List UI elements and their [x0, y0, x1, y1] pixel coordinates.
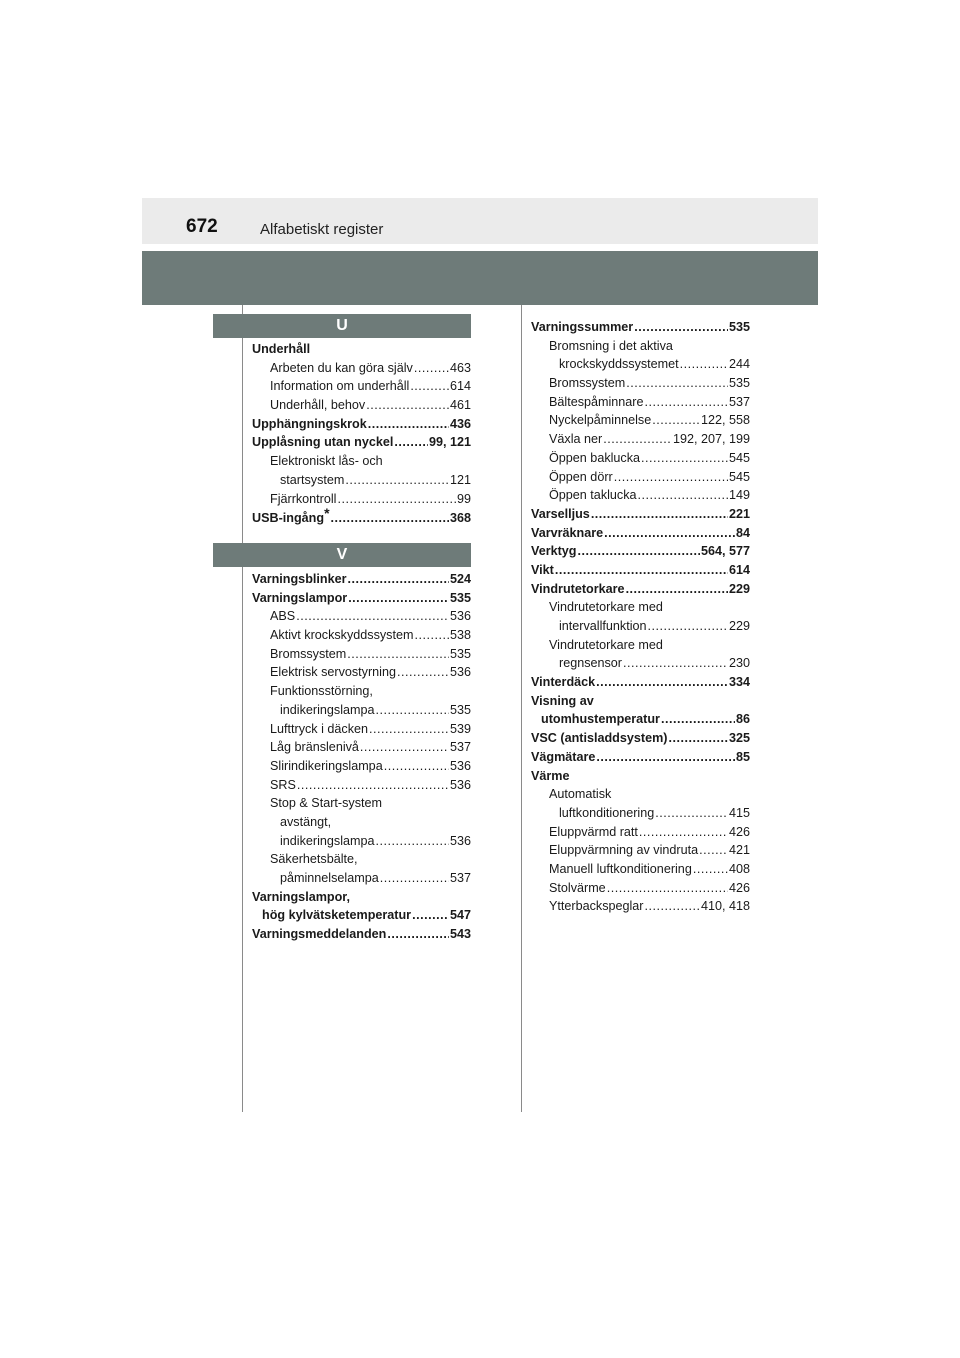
index-entry-term: Nyckelpåminnelse: [549, 413, 652, 428]
dot-leader: [410, 377, 449, 396]
index-entry-page: 536: [449, 758, 471, 773]
index-entry: [252, 589, 471, 608]
dot-leader: [384, 757, 449, 776]
dot-leader: [331, 509, 449, 527]
index-entry-term: Vindrutetorkare: [531, 581, 625, 596]
header-band: [142, 198, 818, 244]
dot-leader: [360, 738, 449, 757]
dot-leader: [368, 415, 449, 434]
index-entry-term: Stop & Start-system: [270, 796, 382, 811]
dot-leader: [607, 879, 728, 898]
index-entry-term: hög kylvätsketemperatur: [262, 908, 412, 923]
index-entry-term: Upplåsning utan nyckel: [252, 435, 394, 450]
index-entry: [531, 411, 750, 430]
index-entry-page: 535: [449, 702, 471, 717]
index-entry-page: 192, 207, 199: [672, 432, 750, 447]
index-entry: [252, 626, 471, 645]
dot-leader: [638, 486, 728, 505]
index-entry-term: Varningsmeddelanden: [252, 927, 387, 942]
index-entry-term: Elektroniskt lås- och: [270, 454, 383, 469]
footnote-star: *: [324, 508, 330, 522]
dot-leader: [699, 841, 728, 860]
index-entry-term: Automatisk: [549, 787, 612, 802]
index-entry: [531, 767, 750, 786]
dot-leader: [648, 617, 728, 636]
dot-leader: [414, 626, 449, 645]
index-entry-page: 84: [735, 525, 750, 540]
index-entry-page: 436: [449, 416, 471, 431]
index-entry-term: Stolvärme: [549, 880, 606, 895]
index-entry-page: 543: [449, 927, 471, 942]
dot-leader: [604, 524, 735, 543]
index-entry-page: 334: [728, 675, 750, 690]
index-entry: [531, 598, 750, 617]
index-entry-term: Lufttryck i däcken: [270, 721, 368, 736]
index-entry: [531, 860, 750, 879]
index-entry-term: Manuell luftkonditionering: [549, 861, 692, 876]
index-entry-term: intervallfunktion: [559, 619, 647, 633]
index-entry-term: Underhåll, behov: [270, 398, 366, 413]
index-entry: [531, 823, 750, 842]
dot-leader: [641, 449, 728, 468]
index-entry: [252, 682, 471, 701]
dot-leader: [645, 393, 728, 412]
index-entry: [531, 841, 750, 860]
index-entry-term: Växla ner: [549, 432, 603, 447]
index-entry: [531, 897, 750, 916]
dot-leader: [623, 654, 728, 673]
index-entry-term: Varvräknare: [531, 525, 604, 540]
index-entry: [252, 925, 471, 944]
dot-leader: [347, 570, 449, 589]
dot-leader: [414, 359, 449, 378]
left-column-rule: [242, 305, 243, 1112]
dot-leader: [555, 561, 728, 580]
dot-leader: [596, 673, 728, 692]
index-entry-page: 461: [449, 398, 471, 413]
index-entry-term: Underhåll: [252, 342, 311, 356]
index-entry-term: indikeringslampa: [280, 702, 375, 717]
dot-leader: [603, 430, 672, 449]
index-entry-page: 537: [449, 871, 471, 885]
index-entry-term: Ytterbackspeglar: [549, 899, 644, 914]
dot-leader: [345, 471, 449, 490]
index-entry-page: 426: [728, 824, 750, 839]
index-entry-page: 536: [449, 609, 471, 624]
index-entry: [252, 776, 471, 795]
index-entry-page: 538: [449, 628, 471, 643]
index-list-v: [252, 570, 471, 944]
index-entry-page: 368: [449, 511, 471, 526]
index-entry: [252, 888, 471, 907]
index-entry-page: 426: [728, 880, 750, 895]
index-entry: [531, 804, 750, 823]
index-entry-term: Visning av: [531, 693, 594, 708]
index-entry-page: 536: [449, 833, 471, 848]
index-entry: [252, 359, 471, 378]
index-entry: [252, 377, 471, 396]
index-entry-page: 536: [449, 777, 471, 792]
dot-leader: [297, 776, 449, 795]
index-entry-page: 149: [728, 488, 750, 503]
index-entry-term: Varningsblinker: [252, 572, 347, 586]
index-entry: [252, 850, 471, 869]
index-entry: [252, 490, 471, 509]
index-entry-term: SRS: [270, 777, 296, 792]
index-entry-page: 614: [728, 562, 750, 577]
index-entry: [252, 663, 471, 682]
index-entry: [531, 617, 750, 636]
index-entry-term: Arbeten du kan göra själv: [270, 360, 413, 375]
index-list-right: [531, 318, 750, 916]
index-entry: [252, 471, 471, 490]
index-entry-term: Öppen taklucka: [549, 488, 637, 503]
page-title: Alfabetiskt register: [260, 221, 384, 238]
index-entry: [252, 832, 471, 851]
index-entry-term: Funktionsstörning,: [270, 684, 373, 699]
dot-leader: [387, 925, 449, 944]
index-entry-page: 614: [449, 379, 471, 394]
dot-leader: [376, 832, 449, 851]
letter-heading-v: V: [213, 543, 471, 567]
index-entry-page: 463: [449, 360, 471, 375]
dot-leader: [348, 589, 449, 608]
dot-leader: [634, 318, 728, 337]
index-entry-page: 524: [449, 572, 471, 586]
dot-leader: [394, 433, 428, 452]
index-entry: [252, 906, 471, 925]
index-entry: [531, 468, 750, 487]
index-entry: [252, 757, 471, 776]
dot-leader: [596, 748, 735, 767]
header-dark-band: [142, 251, 818, 305]
index-entry: [531, 542, 750, 561]
index-entry-term: krockskyddssystemet: [559, 357, 679, 372]
index-entry-term: Fjärrkontroll: [270, 491, 337, 506]
index-entry-term: Elektrisk servostyrning: [270, 665, 396, 680]
index-entry-page: 121: [449, 472, 471, 487]
index-entry-page: 244: [728, 357, 750, 372]
index-entry-page: 85: [735, 749, 750, 764]
index-entry: [252, 701, 471, 720]
dot-leader: [668, 729, 728, 748]
page-number: 672: [186, 216, 218, 237]
dot-leader: [680, 355, 728, 374]
index-entry: [252, 794, 471, 813]
dot-leader: [347, 645, 449, 664]
dot-leader: [652, 411, 700, 430]
dot-leader: [655, 804, 728, 823]
index-entry-page: 535: [449, 646, 471, 661]
dot-leader: [380, 869, 449, 888]
dot-leader: [661, 710, 735, 729]
index-entry-term: påminnelselampa: [280, 871, 379, 885]
index-entry: [531, 710, 750, 729]
index-entry: [531, 449, 750, 468]
index-entry-page: 535: [728, 376, 750, 391]
index-entry-page: 230: [728, 656, 750, 671]
index-entry: [531, 524, 750, 543]
index-entry-page: 535: [449, 590, 471, 605]
index-entry-page: 535: [728, 320, 750, 334]
index-entry: [531, 318, 750, 337]
index-entry: [531, 505, 750, 524]
index-entry-term: Bältespåminnare: [549, 394, 644, 409]
index-entry-page: 229: [728, 581, 750, 596]
dot-leader: [626, 374, 728, 393]
index-entry-term: Bromsning i det aktiva: [549, 338, 673, 353]
index-entry: [252, 340, 471, 359]
index-entry-page: 408: [728, 861, 750, 876]
dot-leader: [639, 823, 728, 842]
dot-leader: [366, 396, 449, 415]
dot-leader: [296, 607, 449, 626]
index-entry-page: 539: [449, 721, 471, 736]
index-entry-page: 99, 121: [428, 435, 471, 450]
index-entry-term: VSC (antisladdsystem): [531, 731, 668, 746]
index-entry-term: Låg bränslenivå: [270, 740, 359, 755]
index-entry-page: 99: [456, 491, 471, 506]
right-column-rule: [521, 305, 522, 1112]
index-entry-term: Vägmätare: [531, 749, 596, 764]
index-entry-page: 229: [728, 619, 750, 633]
index-entry-term: Eluppvärmd ratt: [549, 824, 638, 839]
index-entry: [531, 355, 750, 374]
index-entry: [531, 393, 750, 412]
dot-leader: [369, 720, 449, 739]
index-entry-page: 564, 577: [700, 544, 750, 559]
index-entry-page: 545: [728, 469, 750, 484]
index-entry: [252, 433, 471, 452]
letter-heading-u: U: [213, 314, 471, 338]
index-entry-term: Verktyg: [531, 544, 577, 559]
index-entry-term: Slirindikeringslampa: [270, 758, 383, 773]
index-entry-term: Upphängningskrok: [252, 416, 367, 431]
index-entry-term: Bromssystem: [270, 646, 347, 661]
index-entry-page: 421: [728, 843, 750, 858]
dot-leader: [376, 701, 449, 720]
dot-leader: [337, 490, 456, 509]
index-entry: [531, 486, 750, 505]
index-entry-term: Varselljus: [531, 506, 590, 521]
dot-leader: [591, 505, 728, 524]
index-entry-term: regnsensor: [559, 656, 623, 671]
index-entry: [252, 645, 471, 664]
dot-leader: [397, 663, 449, 682]
index-entry: [252, 720, 471, 739]
index-entry-term: luftkonditionering: [559, 805, 655, 820]
index-entry: [252, 738, 471, 757]
index-entry: [252, 570, 471, 589]
index-entry: [252, 607, 471, 626]
index-entry-page: 86: [735, 712, 750, 727]
index-entry-page: 410, 418: [700, 899, 750, 914]
index-entry-page: 221: [728, 506, 750, 521]
index-entry-term: Vinterdäck: [531, 675, 596, 690]
index-entry-term: Öppen baklucka: [549, 450, 641, 465]
index-entry-term: utomhustemperatur: [541, 712, 660, 727]
index-entry: [531, 636, 750, 655]
index-entry-term: startsystem: [280, 472, 345, 487]
index-entry: [531, 654, 750, 673]
index-entry: [531, 430, 750, 449]
index-entry: [531, 673, 750, 692]
index-entry: [531, 748, 750, 767]
index-entry-term: Varningslampor,: [252, 889, 350, 904]
index-entry: [252, 813, 471, 832]
index-entry: [531, 561, 750, 580]
index-entry-page: 545: [728, 450, 750, 465]
index-entry: [252, 869, 471, 888]
index-entry-page: 415: [728, 805, 750, 820]
dot-leader: [626, 580, 728, 599]
dot-leader: [614, 468, 728, 487]
index-entry-term: Varningssummer: [531, 320, 634, 334]
index-entry-term: indikeringslampa: [280, 833, 375, 848]
index-entry-term: Varningslampor: [252, 590, 348, 605]
index-entry: [531, 785, 750, 804]
index-entry-term: Eluppvärmning av vindruta: [549, 843, 699, 858]
index-entry: [252, 452, 471, 471]
dot-leader: [693, 860, 728, 879]
dot-leader: [578, 542, 700, 561]
index-entry-page: 325: [728, 731, 750, 746]
index-entry: [531, 580, 750, 599]
index-entry-page: 122, 558: [700, 413, 750, 428]
index-entry-term: ABS: [270, 609, 296, 624]
index-entry-term: avstängt,: [280, 814, 332, 829]
index-entry-term: Aktivt krockskyddssystem: [270, 628, 414, 643]
index-entry: [531, 729, 750, 748]
index-entry-term: Säkerhetsbälte,: [270, 852, 358, 867]
index-entry: [531, 374, 750, 393]
index-entry-term: Vikt: [531, 562, 554, 577]
index-entry: [531, 879, 750, 898]
index-entry-page: 536: [449, 665, 471, 680]
index-entry-term: Vindrutetorkare med: [549, 600, 663, 615]
index-list-u: [252, 340, 471, 527]
index-entry-term: Värme: [531, 768, 570, 783]
index-entry: [531, 692, 750, 711]
index-entry: [252, 415, 471, 434]
index-entry-term: Information om underhåll: [270, 379, 410, 394]
index-entry: [252, 396, 471, 415]
index-entry-page: 537: [449, 740, 471, 755]
index-entry: [531, 337, 750, 356]
index-entry-term: USB-ingång: [252, 511, 325, 526]
index-entry-page: 537: [728, 394, 750, 409]
index-entry-term: Vindrutetorkare med: [549, 637, 663, 652]
index-entry-page: 547: [449, 908, 471, 923]
index-entry: [252, 508, 471, 527]
dot-leader: [645, 897, 700, 916]
dot-leader: [412, 906, 449, 925]
index-entry-term: Öppen dörr: [549, 469, 613, 484]
index-entry-term: Bromssystem: [549, 376, 626, 391]
